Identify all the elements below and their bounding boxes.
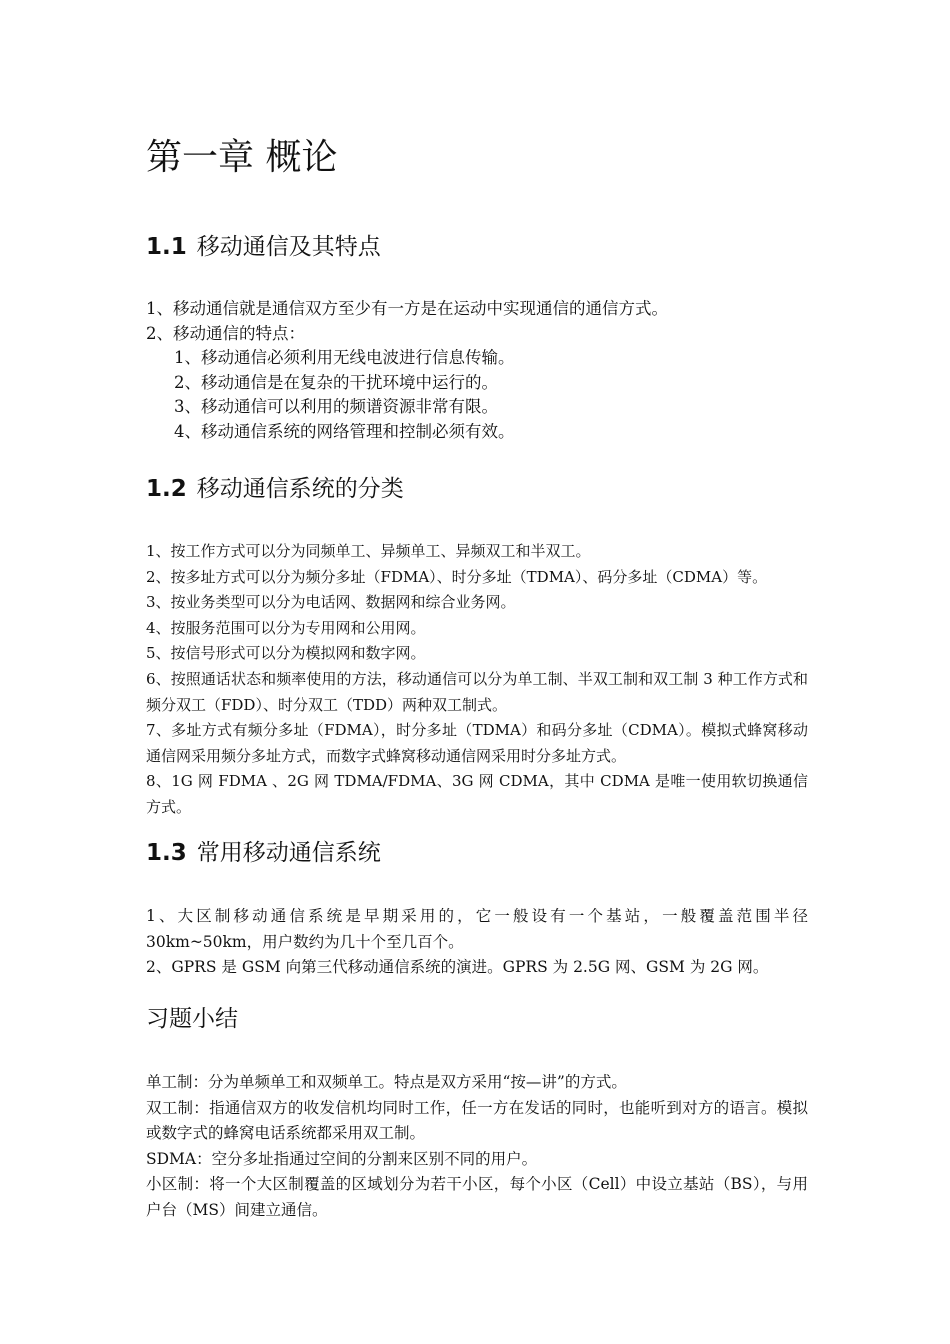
section-number: 1.3 [146, 840, 187, 866]
section-body-1-2 [146, 539, 808, 821]
section-title: 移动通信及其特点 [196, 234, 381, 260]
list-item: 4、移动通信系统的网络管理和控制必须有效。 [174, 421, 515, 441]
paragraph: 2、按多址方式可以分为频分多址（FDMA）、时分多址（TDMA）、码分多址（CDMA）等。 [146, 567, 768, 586]
section-heading-1-3 [146, 838, 381, 868]
summary-heading: 习题小结 [146, 1006, 238, 1032]
paragraph: 1、移动通信就是通信双方至少有一方是在运动中实现通信的通信方式。 [146, 299, 668, 318]
section-number: 1.1 [146, 234, 187, 260]
section-heading-1-1 [146, 232, 381, 262]
section-body-1-3 [146, 904, 808, 981]
section-title: 移动通信系统的分类 [196, 476, 404, 502]
list-item: 1、移动通信必须利用无线电波进行信息传输。 [174, 348, 515, 368]
paragraph: 单工制：分为单频单工和双频单工。特点是双方采用“按—讲”的方式。 [146, 1073, 627, 1091]
paragraph: 4、按服务范围可以分为专用网和公用网。 [146, 618, 426, 637]
paragraph: 1、大区制移动通信系统是早期采用的，它一般设有一个基站，一般覆盖范围半径 [146, 907, 808, 925]
paragraph: 2、移动通信的特点： [146, 323, 305, 343]
paragraph: SDMA：空分多址指通过空间的分割来区别不同的用户。 [146, 1149, 538, 1168]
section-heading-1-2 [146, 474, 404, 504]
paragraph: 30km~50km，用户数约为几十个至几百个。 [146, 932, 464, 951]
list-item: 3、移动通信可以利用的频谱资源非常有限。 [174, 397, 498, 417]
section-number: 1.2 [146, 476, 187, 502]
paragraph: 3、按业务类型可以分为电话网、数据网和综合业务网。 [146, 593, 516, 612]
paragraph: 2、GPRS 是 GSM 向第三代移动通信系统的演进。GPRS 为 2.5G 网、GSM 为 2G 网。 [146, 958, 769, 977]
paragraph: 6、按照通话状态和频率使用的方法，移动通信可以分为单工制、半双工制和双工制 3 种工作方式和频分双工（FDD）、时分双工（TDD）两种双工制式。 [146, 669, 808, 714]
chapter-title: 第一章 概论 [146, 137, 338, 178]
paragraph: 5、按信号形式可以分为模拟网和数字网。 [146, 644, 426, 663]
paragraph: 7、多址方式有频分多址（FDMA），时分多址（TDMA）和码分多址（CDMA）。模拟式蜂窝移动通信网采用频分多址方式，而数字式蜂窝移动通信网采用时分多址方式。 [146, 721, 808, 765]
paragraph: 8、1G 网 FDMA 、2G 网 TDMA/FDMA、3G 网 CDMA，其中 CDMA 是唯一使用软切换通信方式。 [146, 772, 808, 816]
list-item: 2、移动通信是在复杂的干扰环境中运行的。 [174, 372, 498, 392]
section-body-1-1 [146, 297, 808, 445]
section-title: 常用移动通信系统 [196, 840, 381, 866]
paragraph: 双工制：指通信双方的收发信机均同时工作，任一方在发话的同时，也能听到对方的语言。模拟或数字式的蜂窝电话系统都采用双工制。 [146, 1098, 808, 1143]
summary-body [146, 1070, 808, 1224]
paragraph: 小区制：将一个大区制覆盖的区域划分为若干小区，每个小区（Cell）中设立基站（BS），与用户台（MS）间建立通信。 [146, 1175, 808, 1219]
paragraph: 1、按工作方式可以分为同频单工、异频单工、异频双工和半双工。 [146, 542, 591, 560]
